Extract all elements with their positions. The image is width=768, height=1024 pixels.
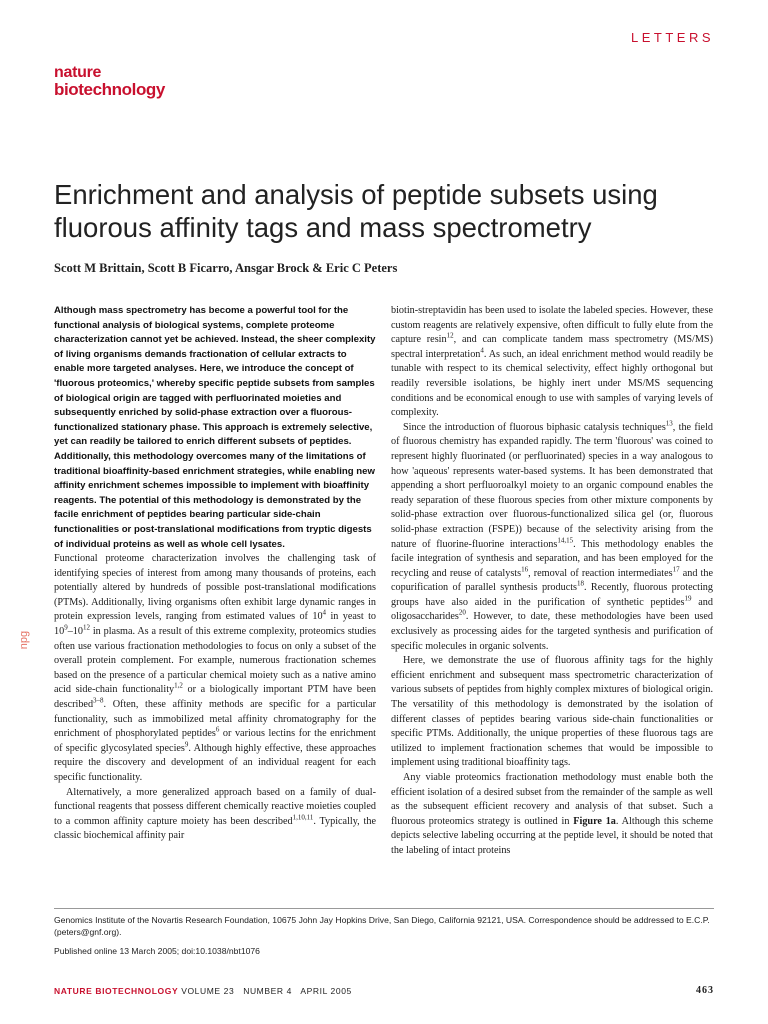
page-number: 463 xyxy=(696,985,714,996)
author-list: Scott M Brittain, Scott B Ficarro, Ansgar Brock & Eric C Peters xyxy=(54,261,398,275)
npg-stamp: npg xyxy=(18,630,30,650)
journal-logo-line2: biotechnology xyxy=(54,80,165,99)
affiliation-note: Genomics Institute of the Novartis Research Foundation, 10675 John Jay Hopkins Drive, San Diego, California 92121, USA. Correspondence should be addressed to E.C.P. (peters@gnf.org). xyxy=(54,915,710,937)
journal-name: NATURE BIOTECHNOLOGY xyxy=(54,986,179,996)
abstract: Although mass spectrometry has become a powerful tool for the functional analysis of biological systems, complete proteome characterization cannot yet be achieved. Instead, the sheer complexity of living organisms demands fractionation of cellular extracts to enable more targeted analyses. Here, we introduce the concept of 'fluorous proteomics,' whereby specific peptide subsets from samples of biological origin are tagged with perfluorinated moieties and subsequently enriched by solid-phase extraction over a fluorous-functionalized stationary phase. This approach is extremely selective, yet can readily be tailored to enrich different subsets of peptides. Additionally, this methodology overcomes many of the limitations of traditional bioaffinity-based enrichment strategies, while enabling new affinity enrichment schemes impossible to implement with bioaffinity reagents. The potential of this methodology is demonstrated by the facile enrichment of peptides bearing particular side-chain functionalities or post-translational modifications from tryptic digests of individual proteins as well as whole cell lysates. xyxy=(54,305,376,550)
journal-logo-line1: nature xyxy=(54,64,102,81)
body-paragraph: Alternatively, a more generalized approach based on a family of dual-functional reagents that possess different chemically reactive moieties coupled to a common affinity capture moiety has been described$^{1,10,11}$. Typically, the classic biochemical affinity pair xyxy=(54,786,376,842)
right-column xyxy=(391,304,713,859)
article-title: Enrichment and analysis of peptide subsets using fluorous affinity tags and mass spectrometry xyxy=(54,179,658,243)
left-column xyxy=(54,304,376,844)
body-paragraph: Since the introduction of fluorous biphasic catalysis techniques$^{13}$, the field of fluorous chemistry has expanded rapidly. The term 'fluorous' was coined to represent highly fluorinated (or perfluorinated) species in a way analogous to how 'aqueous' represents water-based systems. It has been demonstrated that appending a short perfluoroalkyl moiety to an organic compound enables the ready separation of these fluorous species from other mixture components by solid-phase extraction over fluorous-functionalized silica gel (or, fluorous solid-phase extraction (FSPE)) because of the selectivity arising from the nature of fluorine-fluorine interactions$^{14,15}$. This methodology enables the facile integration of synthesis and separation, and has been employed for the recycling and reuse of catalysts$^{16}$, removal of reaction intermediates$^{17}$ and the copurification of parallel synthesis products$^{18}$. Recently, fluorous protecting groups have also aided in the purification of synthetic peptides$^{19}$ and oligosaccharides$^{20}$. However, to date, these methodologies have been used exclusively as processing aides for the targeted synthesis and purification of specific molecules in organic solvents. xyxy=(391,419,714,652)
section-label: LETTERS xyxy=(630,30,714,45)
footer-divider xyxy=(54,908,714,909)
body-paragraph: Functional proteome characterization involves the challenging task of identifying species of interest from among many thousands of proteins, each potentially altered by hundreds of possible post-translational modifications (PTMs). Additionally, living organisms often exhibit large dynamic ranges in protein expression levels, ranging from estimated values of $10^4$ in yeast to $10^9-10^{12}$ in plasma. As a result of this extreme complexity, proteomics studies often use various fractionation methodologies to focus on only a subset of the overall protein complement. For example, numerous fractionation schemes based on the presence of a particular chemical moiety such as a native amino acid side-chain functionality$^{1,2}$ or a biologically important PTM have been described$^{3-8}$. Often, these affinity methods are specific for a particular functionality, such as immobilized metal affinity chromatography for the enrichment of phosphorylated peptides$^6$ or various lectins for the enrichment of specific glycosylated species$^9$. Although highly effective, these approaches require the discovery and development of an individual reagent for each specific functionality. xyxy=(54,553,377,783)
running-footer xyxy=(54,986,352,996)
body-paragraph: Here, we demonstrate the use of fluorous affinity tags for the highly efficient enrichment and subsequent mass spectrometric characterization of various subsets of peptides from highly complex mixtures of biological origin. The versatility of this methodology is demonstrated by the isolation of different classes of peptides bearing various side-chain functionalities or specific PTMs. Additionally, the unique properties of these fluorous tags are utilized to implement fractionation schemes that would be impossible to implement using traditional bioaffinity tags. xyxy=(391,655,713,769)
body-paragraph: Any viable proteomics fractionation methodology must enable both the efficient isolation of a desired subset from the remainder of the sample as well as the subsequent efficient recovery and analysis of that subset. Such a fluorous proteomics strategy is outlined in Figure 1a. Although this scheme depicts selective labeling occurring at the peptide level, it should be noted that the labeling of intact proteins xyxy=(391,772,713,856)
issue-info: VOLUME 23 NUMBER 4 APRIL 2005 xyxy=(181,986,352,996)
journal-logo xyxy=(54,64,165,98)
publication-info: Published online 13 March 2005; doi:10.1038/nbt1076 xyxy=(54,946,260,956)
body-paragraph: biotin-streptavidin has been used to isolate the labeled species. However, these custom reagents are relatively expensive, often difficult to fully elute from the capture resin$^{12}$, and can complicate tandem mass spectrometry (MS/MS) spectral interpretation$^4$. As such, an ideal enrichment method would readily be tunable with respect to its chemical selectivity, effect highly orthogonal but readily reversible isolations, be highly inert under MS/MS sequencing conditions and be economical enough to use with samples of varying levels of complexity. xyxy=(391,305,713,419)
